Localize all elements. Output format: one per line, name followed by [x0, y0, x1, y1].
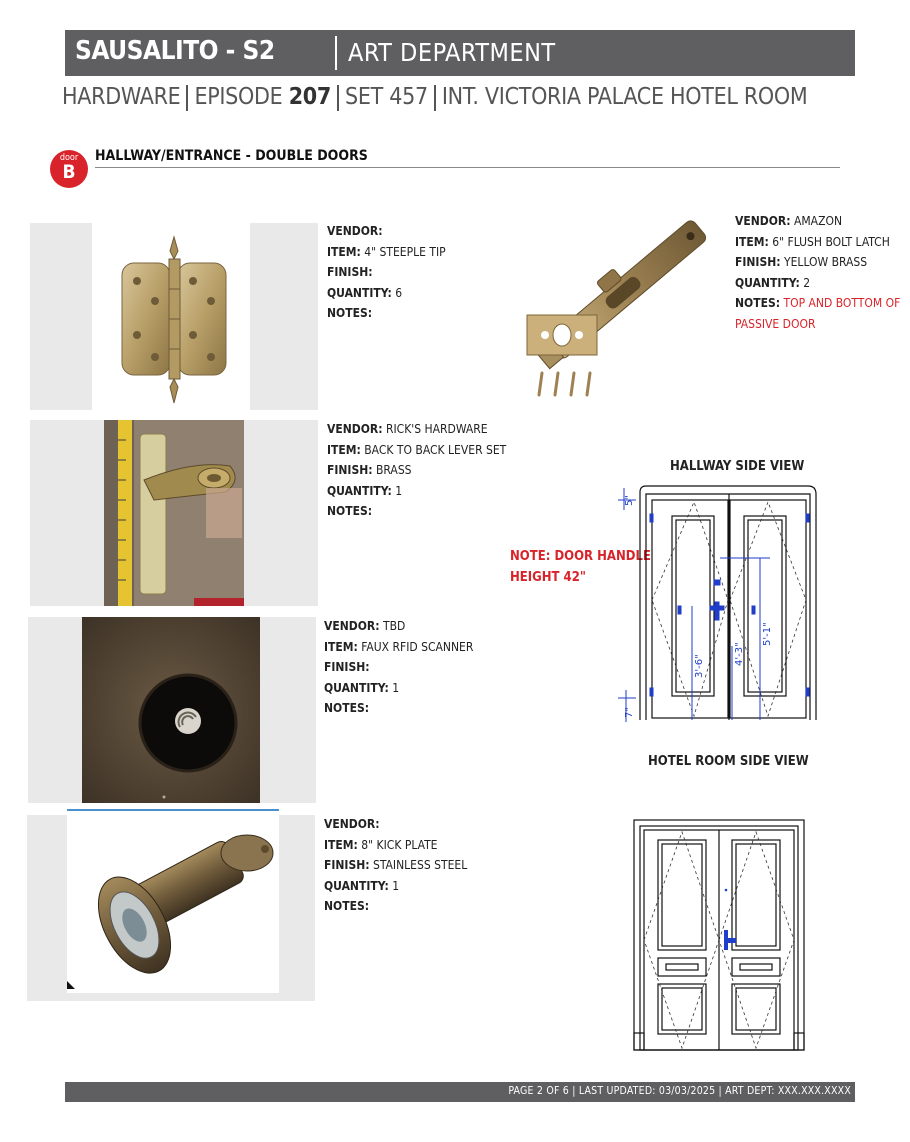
- flush-bolt-latch-icon: [515, 205, 730, 400]
- department-title: ART DEPARTMENT: [348, 38, 556, 67]
- hinge-icon: [92, 223, 250, 410]
- lever-vendor: RICK'S HARDWARE: [385, 422, 488, 436]
- lever-set-icon: [104, 420, 244, 606]
- dim-high-text: 5'-1": [762, 622, 773, 646]
- spec-block-lever: VENDOR: RICK'S HARDWARE ITEM: BACK TO BACK LEVER SET FINISH: BRASS QUANTITY: 1 NOTES:: [327, 422, 507, 518]
- footer-bar: [65, 1082, 855, 1102]
- lever-finish: BRASS: [376, 463, 412, 477]
- set-label: SET 457: [345, 84, 428, 110]
- door-badge-letter: B: [62, 161, 76, 183]
- dim-handle-text: 3'-6": [694, 654, 705, 678]
- flush-bolt-finish: YELLOW BRASS: [784, 255, 868, 269]
- rfid-scanner-icon: [82, 617, 260, 803]
- dim-bottom-text: 7": [624, 707, 635, 718]
- lever-item: BACK TO BACK LEVER SET: [364, 442, 507, 457]
- door-badge-word: door: [59, 153, 79, 163]
- spec-block-flush-bolt: VENDOR: AMAZON ITEM: 6" FLUSH BOLT LATCH FINISH: YELLOW BRASS QUANTITY: 2 NOTES: TOP AND BOTTOM OF PASSIVE DOOR: [735, 214, 901, 331]
- hinge-quantity: 6: [395, 285, 403, 300]
- rfid-quantity: 1: [392, 680, 400, 695]
- kick-plate-item: 8" KICK PLATE: [361, 837, 438, 852]
- category-label: HARDWARE: [62, 84, 181, 110]
- rfid-item: FAUX RFID SCANNER: [361, 639, 474, 654]
- spec-block-hinge: VENDOR: ITEM: 4" STEEPLE TIP FINISH: QUANTITY: 6 NOTES:: [327, 224, 446, 320]
- hotel-room-side-elevation: [630, 818, 810, 1053]
- kick-plate-photo-panel: [27, 815, 315, 1001]
- spec-block-rfid: VENDOR: TBD ITEM: FAUX RFID SCANNER FINISH: QUANTITY: 1 NOTES:: [324, 619, 474, 715]
- rfid-photo-panel: [28, 617, 316, 803]
- flush-bolt-vendor: AMAZON: [793, 214, 843, 228]
- dim-top-text: 5": [624, 495, 635, 506]
- section-title: HALLWAY/ENTRANCE - DOUBLE DOORS: [95, 148, 368, 164]
- title-divider: [335, 36, 337, 70]
- kick-plate-quantity: 1: [392, 878, 400, 893]
- hinge-item: 4" STEEPLE TIP: [364, 244, 446, 259]
- flush-bolt-notes-line1: TOP AND BOTTOM OF: [783, 296, 901, 310]
- lever-photo-panel: [30, 420, 318, 606]
- dim-mid-text: 4'-3": [734, 642, 745, 666]
- episode-number: 207: [288, 84, 331, 110]
- door-viewer-icon: [67, 811, 279, 993]
- flush-bolt-item: 6" FLUSH BOLT LATCH: [772, 234, 890, 249]
- door-handle-note-line2: HEIGHT 42": [510, 570, 586, 585]
- lever-quantity: 1: [395, 483, 403, 498]
- location-label: INT. VICTORIA PALACE HOTEL ROOM: [441, 84, 808, 110]
- hinge-photo-panel: [30, 223, 318, 410]
- footer-text: PAGE 2 OF 6 | LAST UPDATED: 03/03/2025 | ART DEPT: XXX.XXX.XXXX: [508, 1085, 851, 1097]
- page-number: PAGE 2 OF 6: [508, 1085, 570, 1097]
- hotel-room-view-title: HOTEL ROOM SIDE VIEW: [648, 754, 809, 769]
- door-badge: [50, 150, 88, 188]
- rfid-vendor: TBD: [382, 619, 406, 633]
- door-handle-note-line1: NOTE: DOOR HANDLE: [510, 549, 651, 564]
- flush-bolt-quantity: 2: [803, 275, 811, 290]
- last-updated: LAST UPDATED: 03/03/2025: [578, 1085, 716, 1097]
- flush-bolt-notes-line2: PASSIVE DOOR: [735, 316, 816, 331]
- spec-block-kick-plate: VENDOR: ITEM: 8" KICK PLATE FINISH: STAINLESS STEEL QUANTITY: 1 NOTES:: [324, 817, 468, 913]
- page-subheading: [62, 84, 807, 111]
- episode-label: EPISODE: [194, 84, 283, 110]
- kick-plate-finish: STAINLESS STEEL: [373, 858, 468, 872]
- art-dept-contact: ART DEPT: XXX.XXX.XXXX: [725, 1085, 851, 1097]
- title-bar: [65, 30, 855, 76]
- hallway-side-elevation: [610, 480, 825, 725]
- show-title: SAUSALITO - S2: [75, 36, 275, 66]
- section-divider: [95, 167, 840, 168]
- hallway-view-title: HALLWAY SIDE VIEW: [670, 459, 805, 474]
